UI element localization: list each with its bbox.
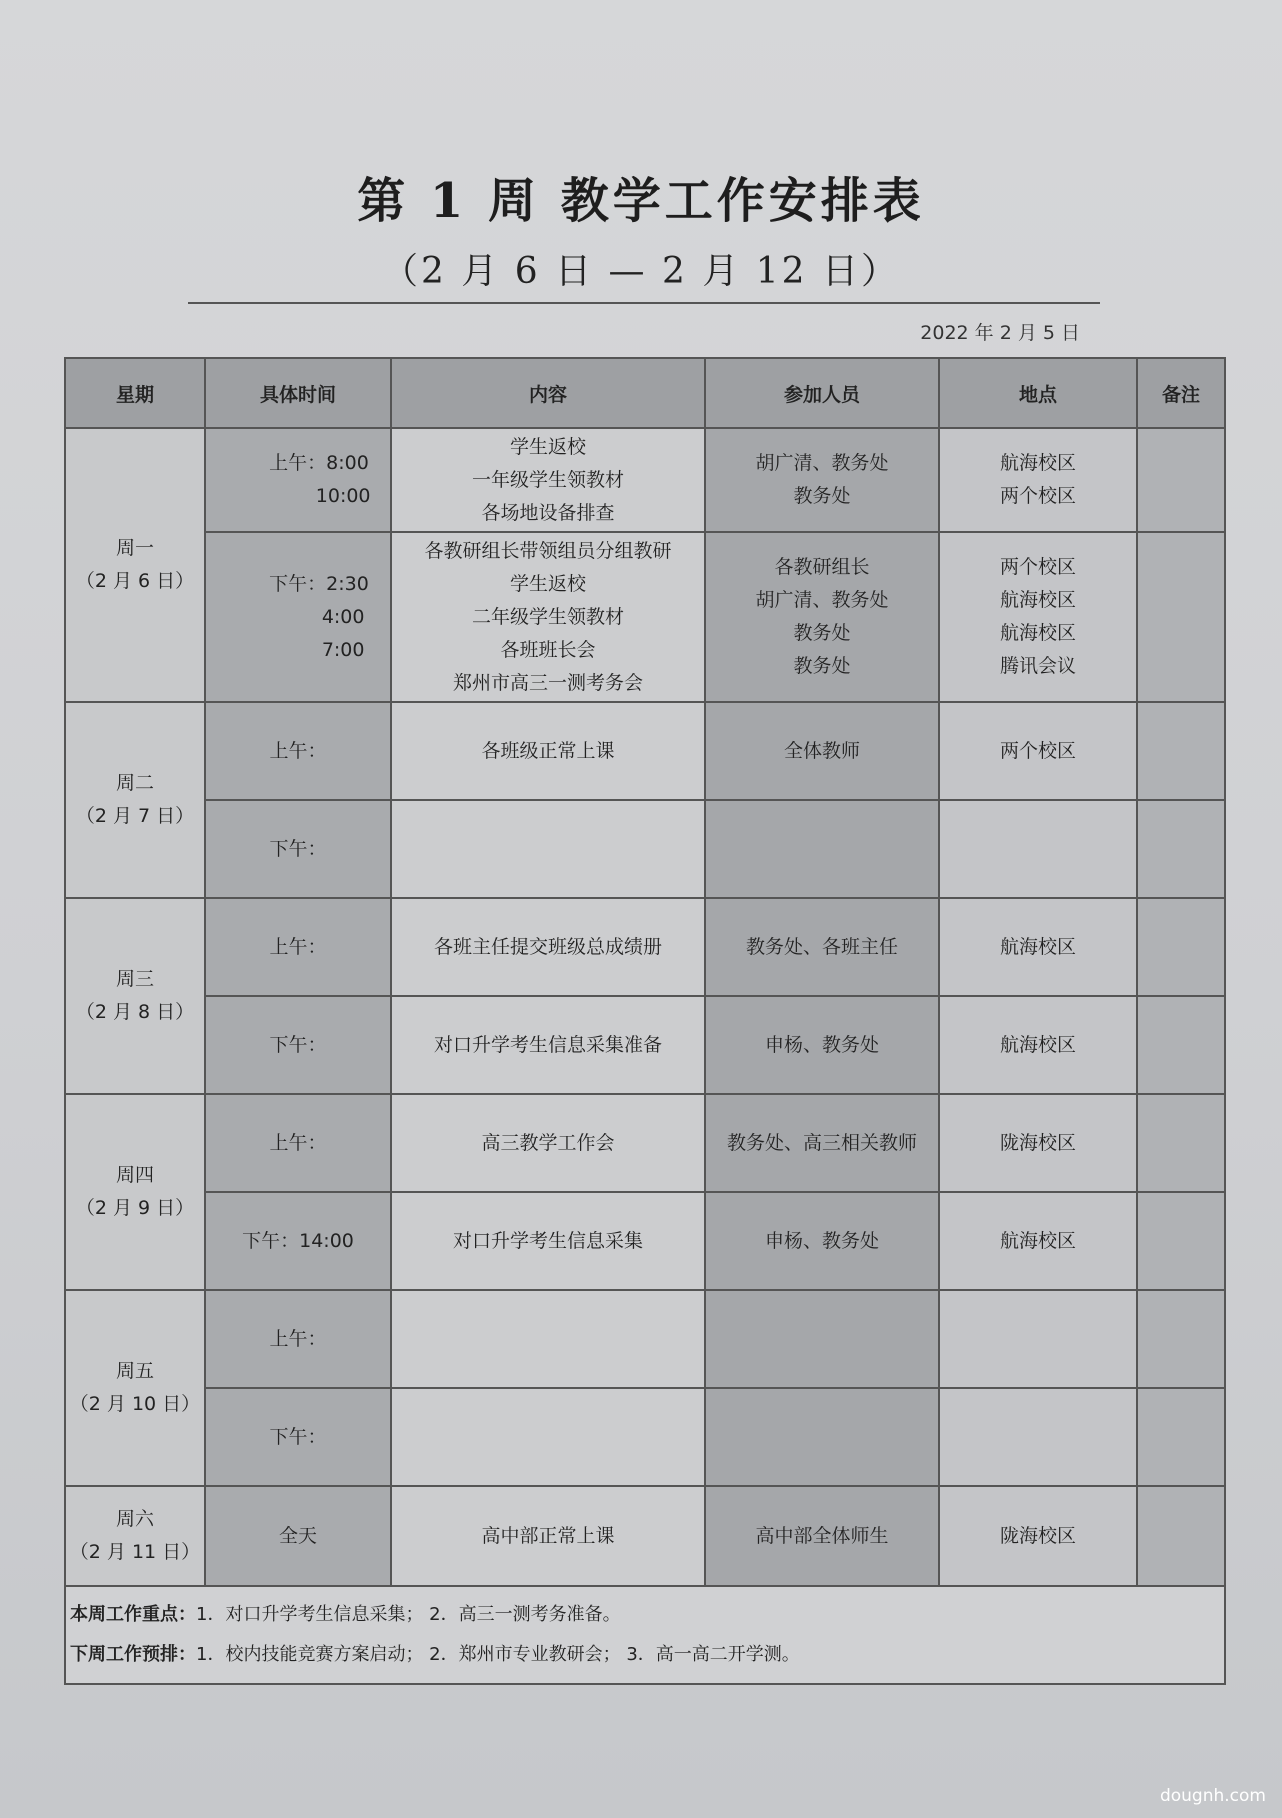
table-row bbox=[65, 1290, 1225, 1388]
schedule-body bbox=[65, 428, 1225, 1586]
time-line: 10:00 bbox=[267, 485, 371, 507]
participant-line: 各教研组长 bbox=[774, 556, 870, 578]
location-line: 两个校区 bbox=[999, 739, 1076, 762]
location-line: 两个校区 bbox=[999, 556, 1076, 578]
weekday-cell bbox=[65, 1486, 205, 1586]
table-row bbox=[65, 702, 1225, 800]
table-row bbox=[65, 428, 1225, 532]
table-row bbox=[65, 1192, 1225, 1290]
participant-line: 胡广清、教务处 bbox=[755, 452, 889, 474]
notes-row bbox=[65, 1586, 1225, 1684]
time-line: 下午： bbox=[269, 1033, 327, 1056]
time-cell bbox=[205, 800, 391, 898]
table-row bbox=[65, 898, 1225, 996]
weekday-date: （2 月 8 日） bbox=[75, 1001, 195, 1023]
header-location: 地点 bbox=[939, 358, 1137, 428]
time-cell bbox=[205, 1486, 391, 1586]
content-line: 对口升学考生信息采集准备 bbox=[433, 1033, 662, 1056]
header-time: 具体时间 bbox=[205, 358, 391, 428]
location-line: 陇海校区 bbox=[999, 1131, 1076, 1154]
header-remarks: 备注 bbox=[1137, 358, 1225, 428]
participants-cell bbox=[705, 702, 939, 800]
remarks-cell bbox=[1137, 702, 1225, 800]
content-line: 高中部正常上课 bbox=[481, 1524, 615, 1547]
remarks-cell bbox=[1137, 532, 1225, 702]
weekday-date: （2 月 6 日） bbox=[75, 570, 195, 592]
time-cell bbox=[205, 1094, 391, 1192]
next-week-plan bbox=[70, 1635, 1220, 1675]
table-row bbox=[65, 1094, 1225, 1192]
weekday-date: （2 月 7 日） bbox=[75, 805, 195, 827]
watermark: dougnh.com bbox=[1159, 1786, 1266, 1806]
document-title: 第 1 周 教学工作安排表 bbox=[357, 173, 925, 229]
table-header-row bbox=[65, 358, 1225, 428]
remarks-cell bbox=[1137, 1388, 1225, 1486]
content-line: 郑州市高三一测考务会 bbox=[452, 671, 643, 694]
participant-line: 全体教师 bbox=[783, 739, 860, 762]
time-cell bbox=[205, 428, 391, 532]
location-cell bbox=[939, 996, 1137, 1094]
participants-cell bbox=[705, 428, 939, 532]
location-cell bbox=[939, 1290, 1137, 1388]
participants-cell bbox=[705, 898, 939, 996]
participants-cell bbox=[705, 532, 939, 702]
table-row bbox=[65, 800, 1225, 898]
content-line: 一年级学生领教材 bbox=[471, 468, 624, 491]
remarks-cell bbox=[1137, 996, 1225, 1094]
this-week-text: 1．对口升学考生信息采集； 2．高三一测考务准备。 bbox=[196, 1604, 621, 1625]
participant-line: 高中部全体师生 bbox=[755, 1524, 889, 1547]
weekday-date: （2 月 10 日） bbox=[69, 1393, 201, 1415]
location-cell bbox=[939, 1388, 1137, 1486]
participants-cell bbox=[705, 1094, 939, 1192]
time-cell bbox=[205, 1388, 391, 1486]
time-line: 7:00 bbox=[273, 638, 365, 661]
content-cell bbox=[391, 1486, 705, 1586]
time-line: 下午： bbox=[269, 1425, 327, 1448]
title-divider bbox=[188, 302, 1100, 304]
content-line: 对口升学考生信息采集 bbox=[452, 1229, 643, 1252]
weekday-date: （2 月 11 日） bbox=[69, 1541, 201, 1563]
location-cell bbox=[939, 428, 1137, 532]
weekday-cell bbox=[65, 1290, 205, 1486]
content-line: 各班级正常上课 bbox=[481, 739, 615, 762]
location-line: 航海校区 bbox=[999, 452, 1076, 474]
weekday-name: 周二 bbox=[115, 772, 154, 794]
remarks-cell bbox=[1137, 1094, 1225, 1192]
weekday-cell bbox=[65, 898, 205, 1094]
location-cell bbox=[939, 1192, 1137, 1290]
time-line: 上午： bbox=[269, 1131, 327, 1154]
participant-line: 申杨、教务处 bbox=[764, 1033, 879, 1056]
remarks-cell bbox=[1137, 428, 1225, 532]
time-line: 下午：2:30 bbox=[269, 572, 369, 595]
remarks-cell bbox=[1137, 1486, 1225, 1586]
header-content: 内容 bbox=[391, 358, 705, 428]
location-cell bbox=[939, 532, 1137, 702]
location-line: 航海校区 bbox=[999, 1033, 1076, 1056]
time-line: 下午： bbox=[269, 837, 327, 860]
participant-line: 胡广清、教务处 bbox=[755, 589, 889, 611]
time-line: 上午： bbox=[269, 1327, 327, 1350]
participants-cell bbox=[705, 1192, 939, 1290]
participants-cell bbox=[705, 996, 939, 1094]
content-line: 各班主任提交班级总成绩册 bbox=[433, 935, 662, 958]
weekday-name: 周五 bbox=[115, 1360, 154, 1382]
location-line: 两个校区 bbox=[999, 485, 1076, 507]
location-line: 陇海校区 bbox=[999, 1524, 1076, 1547]
header-participants: 参加人员 bbox=[705, 358, 939, 428]
notes-cell bbox=[65, 1586, 1225, 1684]
time-cell bbox=[205, 702, 391, 800]
time-line: 全天 bbox=[278, 1524, 317, 1547]
header-weekday: 星期 bbox=[65, 358, 205, 428]
weekday-name: 周一 bbox=[115, 537, 154, 559]
remarks-cell bbox=[1137, 898, 1225, 996]
content-cell bbox=[391, 1192, 705, 1290]
time-cell bbox=[205, 532, 391, 702]
date-range-subtitle: （2 月 6 日 — 2 月 12 日） bbox=[381, 251, 901, 292]
participants-cell bbox=[705, 1388, 939, 1486]
content-cell bbox=[391, 996, 705, 1094]
time-line: 上午： bbox=[269, 739, 327, 762]
participant-line: 教务处、各班主任 bbox=[745, 935, 898, 958]
weekday-date: （2 月 9 日） bbox=[75, 1197, 195, 1219]
content-line: 各场地设备排查 bbox=[481, 501, 615, 524]
content-cell bbox=[391, 1094, 705, 1192]
location-line: 航海校区 bbox=[999, 1229, 1076, 1252]
time-line: 上午： bbox=[269, 935, 327, 958]
time-cell bbox=[205, 898, 391, 996]
remarks-cell bbox=[1137, 1192, 1225, 1290]
participant-line: 教务处 bbox=[793, 622, 851, 644]
content-line: 高三教学工作会 bbox=[481, 1131, 615, 1154]
participants-cell bbox=[705, 1486, 939, 1586]
time-line: 上午：8:00 bbox=[269, 452, 369, 474]
content-cell bbox=[391, 428, 705, 532]
weekday-name: 周四 bbox=[115, 1164, 154, 1186]
content-cell bbox=[391, 800, 705, 898]
weekday-cell bbox=[65, 702, 205, 898]
location-line: 航海校区 bbox=[999, 622, 1076, 644]
location-line: 航海校区 bbox=[999, 589, 1076, 611]
content-cell bbox=[391, 1388, 705, 1486]
table-row bbox=[65, 1486, 1225, 1586]
remarks-cell bbox=[1137, 1290, 1225, 1388]
time-cell bbox=[205, 996, 391, 1094]
participants-cell bbox=[705, 1290, 939, 1388]
time-cell bbox=[205, 1290, 391, 1388]
next-week-text: 1．校内技能竞赛方案启动； 2．郑州市专业教研会； 3．高一高二开学测。 bbox=[196, 1644, 800, 1665]
issue-date: 2022 年 2 月 5 日 bbox=[920, 322, 1080, 344]
schedule-table bbox=[64, 357, 1226, 1685]
participants-cell bbox=[705, 800, 939, 898]
this-week-focus bbox=[70, 1595, 1220, 1635]
weekday-cell bbox=[65, 428, 205, 702]
table-row bbox=[65, 532, 1225, 702]
location-cell bbox=[939, 1094, 1137, 1192]
participant-line: 教务处 bbox=[793, 485, 851, 507]
time-line: 4:00 bbox=[273, 605, 365, 628]
content-cell bbox=[391, 532, 705, 702]
table-row bbox=[65, 996, 1225, 1094]
content-line: 学生返校 bbox=[509, 572, 586, 595]
weekday-cell bbox=[65, 1094, 205, 1290]
participant-line: 教务处、高三相关教师 bbox=[726, 1131, 917, 1154]
remarks-cell bbox=[1137, 800, 1225, 898]
time-line: 下午：14:00 bbox=[242, 1229, 354, 1252]
content-line: 二年级学生领教材 bbox=[471, 605, 624, 628]
this-week-label: 本周工作重点： bbox=[70, 1604, 196, 1625]
participant-line: 教务处 bbox=[793, 655, 851, 677]
location-cell bbox=[939, 800, 1137, 898]
content-cell bbox=[391, 702, 705, 800]
location-line: 腾讯会议 bbox=[999, 655, 1076, 677]
content-line: 各教研组长带领组员分组教研 bbox=[424, 539, 672, 562]
participant-line: 申杨、教务处 bbox=[764, 1229, 879, 1252]
content-cell bbox=[391, 898, 705, 996]
table-row bbox=[65, 1388, 1225, 1486]
next-week-label: 下周工作预排： bbox=[70, 1644, 196, 1665]
location-cell bbox=[939, 1486, 1137, 1586]
location-cell bbox=[939, 898, 1137, 996]
weekday-name: 周三 bbox=[115, 968, 154, 990]
content-line: 学生返校 bbox=[509, 435, 586, 458]
time-cell bbox=[205, 1192, 391, 1290]
content-cell bbox=[391, 1290, 705, 1388]
weekday-name: 周六 bbox=[115, 1508, 154, 1530]
location-line: 航海校区 bbox=[999, 935, 1076, 958]
location-cell bbox=[939, 702, 1137, 800]
content-line: 各班班长会 bbox=[500, 638, 596, 661]
